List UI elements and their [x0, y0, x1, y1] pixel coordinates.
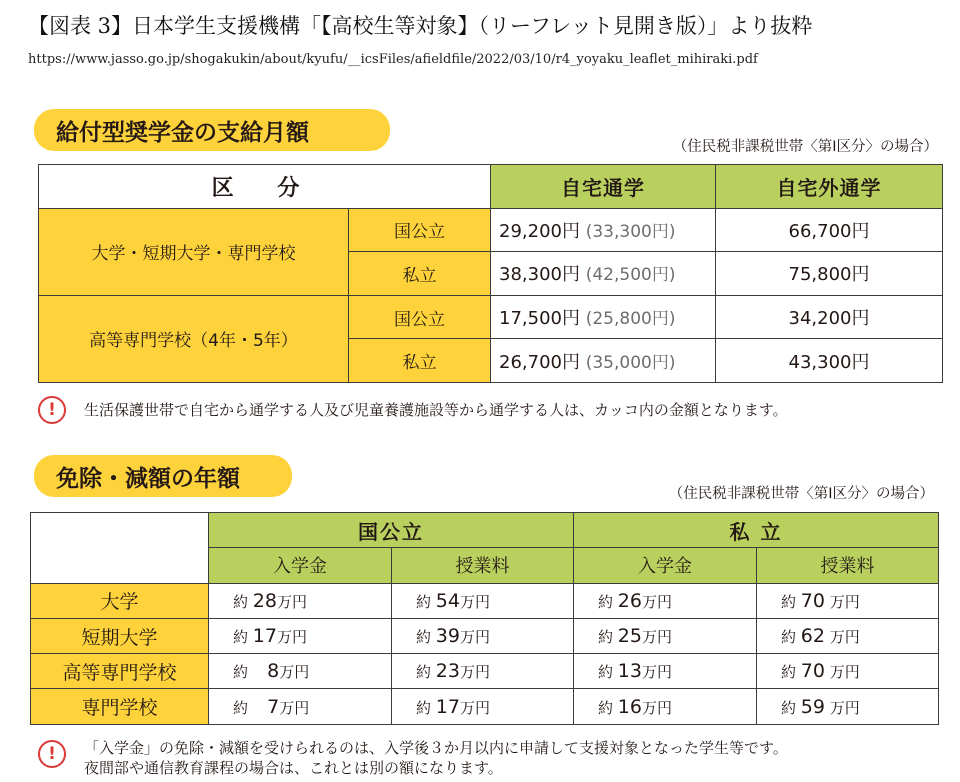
amount-away: 75,800円	[716, 252, 943, 296]
header-public: 国公立	[209, 513, 574, 548]
table-row	[31, 689, 939, 724]
approx-label: 約	[598, 698, 614, 717]
table-row	[39, 295, 943, 339]
section1-note: （住民税非課税世帯〈第Ⅰ区分〉の場合）	[672, 139, 938, 155]
approx-label: 約	[233, 592, 249, 611]
value-number: 28	[252, 589, 277, 612]
unit-label: 万円	[459, 663, 490, 682]
approx-label: 約	[416, 592, 432, 611]
row-type: 私立	[349, 339, 491, 383]
row-school: 高等専門学校	[31, 654, 209, 689]
unit-label: 万円	[276, 592, 307, 611]
unit-label: 万円	[824, 628, 860, 647]
section2-title: 免除・減額の年額	[34, 455, 292, 497]
approx-label: 約	[781, 663, 797, 682]
cell-pri-tuition	[757, 689, 939, 724]
warning-note-1	[38, 396, 788, 424]
cell-home	[491, 208, 716, 252]
header-kubun: 区 分	[39, 165, 491, 209]
row-type: 国公立	[349, 295, 491, 339]
row-school: 大学・短期大学・専門学校	[39, 208, 349, 295]
cell-pub-entrance	[209, 654, 392, 689]
value-number: 13	[617, 660, 642, 683]
approx-label: 約	[416, 698, 432, 717]
row-type: 私立	[349, 252, 491, 296]
warning-line-2: 夜間部や通信教育課程の場合は、これとは別の額になります。	[84, 759, 503, 777]
cell-pub-tuition	[392, 583, 574, 618]
unit-label: 万円	[824, 663, 860, 682]
unit-label: 万円	[459, 592, 490, 611]
approx-label: 約	[416, 628, 432, 647]
amount-home: 29,200円	[499, 220, 580, 242]
cell-pub-entrance	[209, 583, 392, 618]
header-away: 自宅外通学	[716, 165, 943, 209]
unit-label: 万円	[824, 698, 860, 717]
value-number: 26	[617, 589, 642, 612]
header-pub-tuition: 授業料	[392, 548, 574, 583]
approx-label: 約	[781, 592, 797, 611]
cell-home	[491, 339, 716, 383]
unit-label: 万円	[641, 663, 672, 682]
unit-label: 万円	[279, 663, 310, 682]
value-number: 54	[435, 589, 460, 612]
unit-label: 万円	[459, 698, 490, 717]
amount-away: 34,200円	[716, 295, 943, 339]
unit-label: 万円	[459, 628, 490, 647]
header-home: 自宅通学	[491, 165, 716, 209]
cell-pri-tuition	[757, 618, 939, 653]
table-header-row	[39, 165, 943, 209]
value-number: 25	[617, 625, 642, 648]
value-number: 16	[617, 695, 642, 718]
amount-home-paren: (35,000円)	[585, 352, 676, 373]
value-number: 62	[800, 625, 825, 648]
value-number: 17	[435, 695, 460, 718]
cell-pub-entrance	[209, 689, 392, 724]
cell-pub-tuition	[392, 689, 574, 724]
unit-label: 万円	[279, 698, 310, 717]
cell-pub-entrance	[209, 618, 392, 653]
source-url: https://www.jasso.go.jp/shogakukin/about/kyufu/__icsFiles/afieldfile/2022/03/10/r4_yoyaku_leaflet_mihiraki.pdf	[28, 52, 758, 67]
amount-home: 38,300円	[499, 264, 580, 286]
cell-pub-tuition	[392, 618, 574, 653]
exemption-table	[30, 512, 939, 725]
amount-away: 66,700円	[716, 208, 943, 252]
approx-label: 約	[781, 698, 797, 717]
value-number: 39	[435, 625, 460, 648]
warning-text	[84, 738, 788, 778]
figure-caption: 【図表 3】日本学生支援機構「【高校生等対象】（リーフレット見開き版）」より抜粋	[28, 14, 813, 38]
header-pri-tuition: 授業料	[757, 548, 939, 583]
warning-line-1: 「入学金」の免除・減額を受けられるのは、入学後３か月以内に申請して支援対象となった学生等です。	[84, 739, 788, 757]
section2-note: （住民税非課税世帯〈第Ⅰ区分〉の場合）	[668, 486, 934, 502]
approx-label: 約	[233, 628, 249, 647]
cell-pri-tuition	[757, 583, 939, 618]
value-number: 23	[435, 660, 460, 683]
exclamation-circle-icon: !	[38, 740, 66, 768]
unit-label: 万円	[641, 628, 672, 647]
approx-label: 約	[781, 628, 797, 647]
row-school: 短期大学	[31, 618, 209, 653]
approx-label: 約	[598, 663, 614, 682]
table-row	[31, 618, 939, 653]
row-school: 高等専門学校（4年・5年）	[39, 295, 349, 382]
approx-label: 約	[233, 698, 249, 717]
amount-home-paren: (33,300円)	[585, 221, 676, 242]
row-school: 専門学校	[31, 689, 209, 724]
unit-label: 万円	[276, 628, 307, 647]
value-number: 8	[267, 660, 280, 683]
amount-away: 43,300円	[716, 339, 943, 383]
cell-pri-entrance	[574, 654, 757, 689]
cell-pri-entrance	[574, 618, 757, 653]
cell-pri-entrance	[574, 689, 757, 724]
section1-title: 給付型奨学金の支給月額	[34, 109, 390, 151]
cell-home	[491, 295, 716, 339]
unit-label: 万円	[641, 698, 672, 717]
table-row	[31, 583, 939, 618]
table-row	[39, 208, 943, 252]
warning-text: 生活保護世帯で自宅から通学する人及び児童養護施設等から通学する人は、カッコ内の金額となります。	[84, 401, 788, 419]
value-number: 7	[267, 695, 280, 718]
cell-pub-tuition	[392, 654, 574, 689]
row-type: 国公立	[349, 208, 491, 252]
cell-pri-entrance	[574, 583, 757, 618]
cell-pri-tuition	[757, 654, 939, 689]
table-header-row	[31, 513, 939, 548]
value-number: 17	[252, 625, 277, 648]
approx-label: 約	[416, 663, 432, 682]
amount-home: 26,700円	[499, 351, 580, 373]
table-row	[31, 654, 939, 689]
amount-home: 17,500円	[499, 308, 580, 330]
approx-label: 約	[598, 628, 614, 647]
header-pri-entrance: 入学金	[574, 548, 757, 583]
row-school: 大学	[31, 583, 209, 618]
header-blank	[31, 513, 209, 584]
amount-home-paren: (25,800円)	[585, 309, 676, 330]
header-private: 私 立	[574, 513, 939, 548]
approx-label: 約	[598, 592, 614, 611]
amount-home-paren: (42,500円)	[585, 265, 676, 286]
cell-home	[491, 252, 716, 296]
unit-label: 万円	[824, 592, 860, 611]
approx-label: 約	[233, 663, 249, 682]
monthly-grant-table	[38, 164, 943, 383]
value-number: 70	[800, 660, 825, 683]
warning-note-2	[38, 740, 788, 778]
value-number: 70	[800, 589, 825, 612]
value-number: 59	[800, 695, 825, 718]
header-pub-entrance: 入学金	[209, 548, 392, 583]
exclamation-circle-icon: !	[38, 396, 66, 424]
unit-label: 万円	[641, 592, 672, 611]
